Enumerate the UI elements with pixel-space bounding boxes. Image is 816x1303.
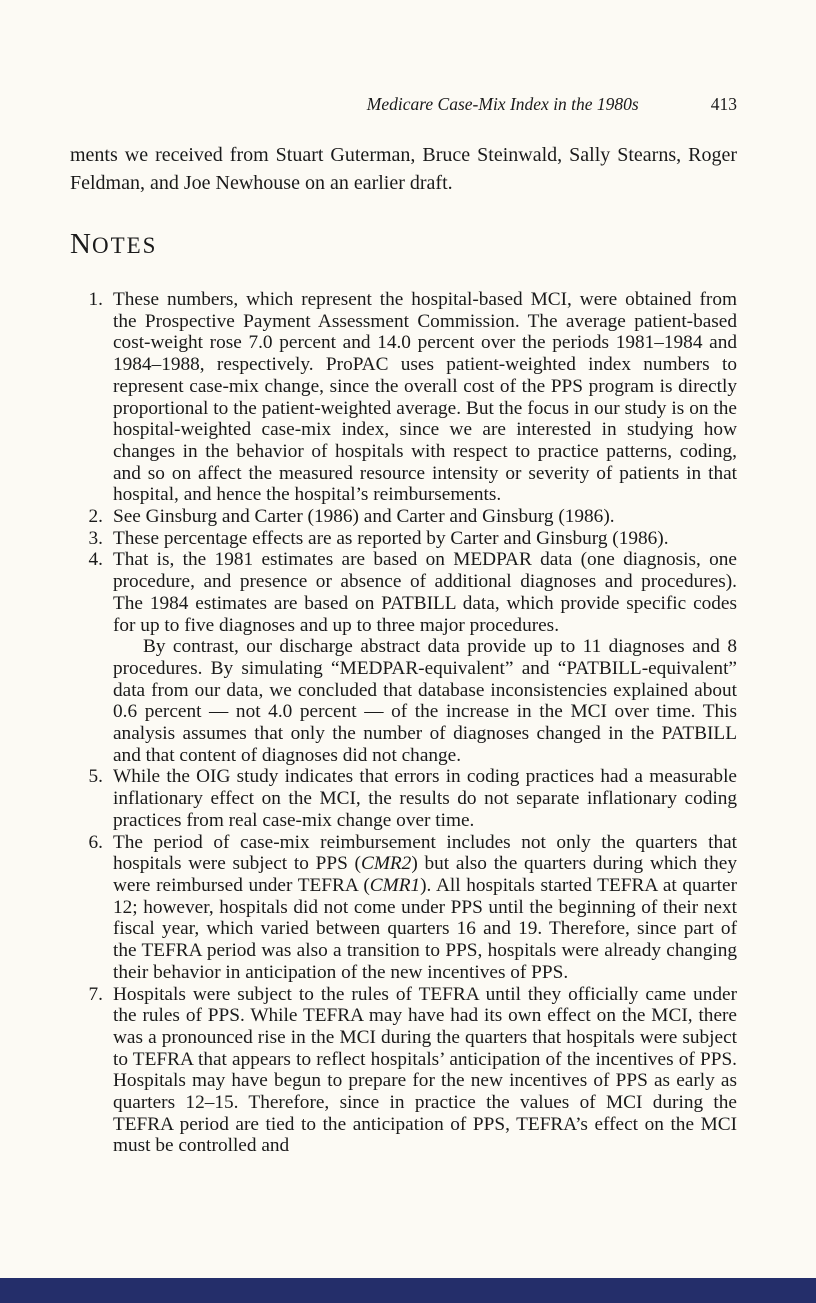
note-item bbox=[70, 766, 737, 831]
running-header-title: Medicare Case-Mix Index in the 1980s bbox=[366, 94, 639, 114]
note-paragraph: See Ginsburg and Carter (1986) and Carter and Ginsburg (1986). bbox=[113, 506, 615, 528]
note-text bbox=[103, 549, 737, 766]
note-item bbox=[70, 289, 737, 506]
note-paragraph: These percentage effects are as reported by Carter and Ginsburg (1986). bbox=[113, 527, 669, 549]
page-number: 413 bbox=[710, 94, 737, 114]
running-header bbox=[70, 94, 737, 115]
note-number: 7. bbox=[88, 983, 103, 1005]
note-text bbox=[103, 528, 737, 550]
note-number: 2. bbox=[88, 506, 103, 528]
note-item bbox=[70, 984, 737, 1158]
note-text bbox=[103, 766, 737, 831]
note-text bbox=[103, 289, 737, 506]
note-number: 4. bbox=[88, 549, 103, 571]
intro-paragraph: ments we received from Stuart Guterman, Bruce Steinwald, Sally Stearns, Roger Feldman, and Joe Newhouse on an earlier draft. bbox=[70, 144, 737, 194]
note-paragraph: The period of case-mix reimbursement includes not only the quarters that hospitals were subject to PPS (CMR2) but also the quarters during which they were reimbursed under TEFRA (CMR1). All hospitals started TEFRA at quarter 12; however, hospitals did not come under PPS until the beginning of their next fiscal year, which varied between quarters 16 and 19. Therefore, since part of the TEFRA period was also a transition to PPS, hospitals were already changing their behavior in anticipation of the new incentives of PPS. bbox=[113, 831, 738, 983]
note-item bbox=[70, 506, 737, 528]
bottom-decorative-bar bbox=[0, 1278, 816, 1303]
note-text bbox=[103, 506, 737, 528]
note-text bbox=[103, 832, 737, 984]
note-paragraph: These numbers, which represent the hospital-based MCI, were obtained from the Prospective Payment Assessment Commission. The average patient-based cost-weight rose 7.0 percent and 14.0 percent over the periods 1981–1984 and 1984–1988, respectively. ProPAC uses patient-weighted index numbers to represent case-mix change, since the overall cost of the PPS program is directly proportional to the patient-weighted average. But the focus in our study is on the hospital-weighted case-mix index, since we are interested in studying how changes in the behavior of hospitals with respect to practice patterns, coding, and so on affect the measured resource intensity or severity of patients in that hospital, and hence the hospital’s reimbursements. bbox=[113, 289, 737, 506]
note-number: 1. bbox=[88, 289, 103, 310]
notes-section-heading: NOTES bbox=[70, 228, 158, 260]
note-text bbox=[103, 984, 737, 1158]
note-number: 3. bbox=[88, 527, 103, 549]
notes-list bbox=[70, 289, 737, 1157]
note-item bbox=[70, 528, 737, 550]
note-number: 5. bbox=[88, 766, 103, 788]
note-number: 6. bbox=[88, 831, 103, 853]
note-item bbox=[70, 549, 737, 766]
note-item bbox=[70, 832, 737, 984]
note-paragraph: While the OIG study indicates that errors in coding practices had a measurable inflationary effect on the MCI, the results do not separate inflationary coding practices from real case-mix change over time. bbox=[113, 766, 737, 831]
note-paragraph: That is, the 1981 estimates are based on MEDPAR data (one diagnosis, one procedure, and presence or absence of additional diagnoses and procedures). The 1984 estimates are based on PATBILL data, which provide specific codes for up to five diagnoses and up to three major procedures. bbox=[113, 549, 737, 636]
note-paragraph: Hospitals were subject to the rules of TEFRA until they officially came under the rules of PPS. While TEFRA may have had its own effect on the MCI, there was a pronounced rise in the MCI during the quarters that hospitals were subject to TEFRA that appears to reflect hospitals’ anticipation of the incentives of PPS. Hospitals may have begun to prepare for the new incentives of PPS as early as quarters 12–15. Therefore, since in practice the values of MCI during the TEFRA period are tied to the anticipation of PPS, TEFRA’s effect on the MCI must be controlled and bbox=[113, 983, 737, 1157]
note-paragraph: By contrast, our discharge abstract data provide up to 11 diagnoses and 8 procedures. By simulating “MEDPAR-equivalent” and “PATBILL-equivalent” data from our data, we concluded that database inconsistencies explained about 0.6 percent — not 4.0 percent — of the increase in the MCI over time. This analysis assumes that only the number of diagnoses changed in the PATBILL and that content of diagnoses did not change. bbox=[113, 636, 737, 766]
